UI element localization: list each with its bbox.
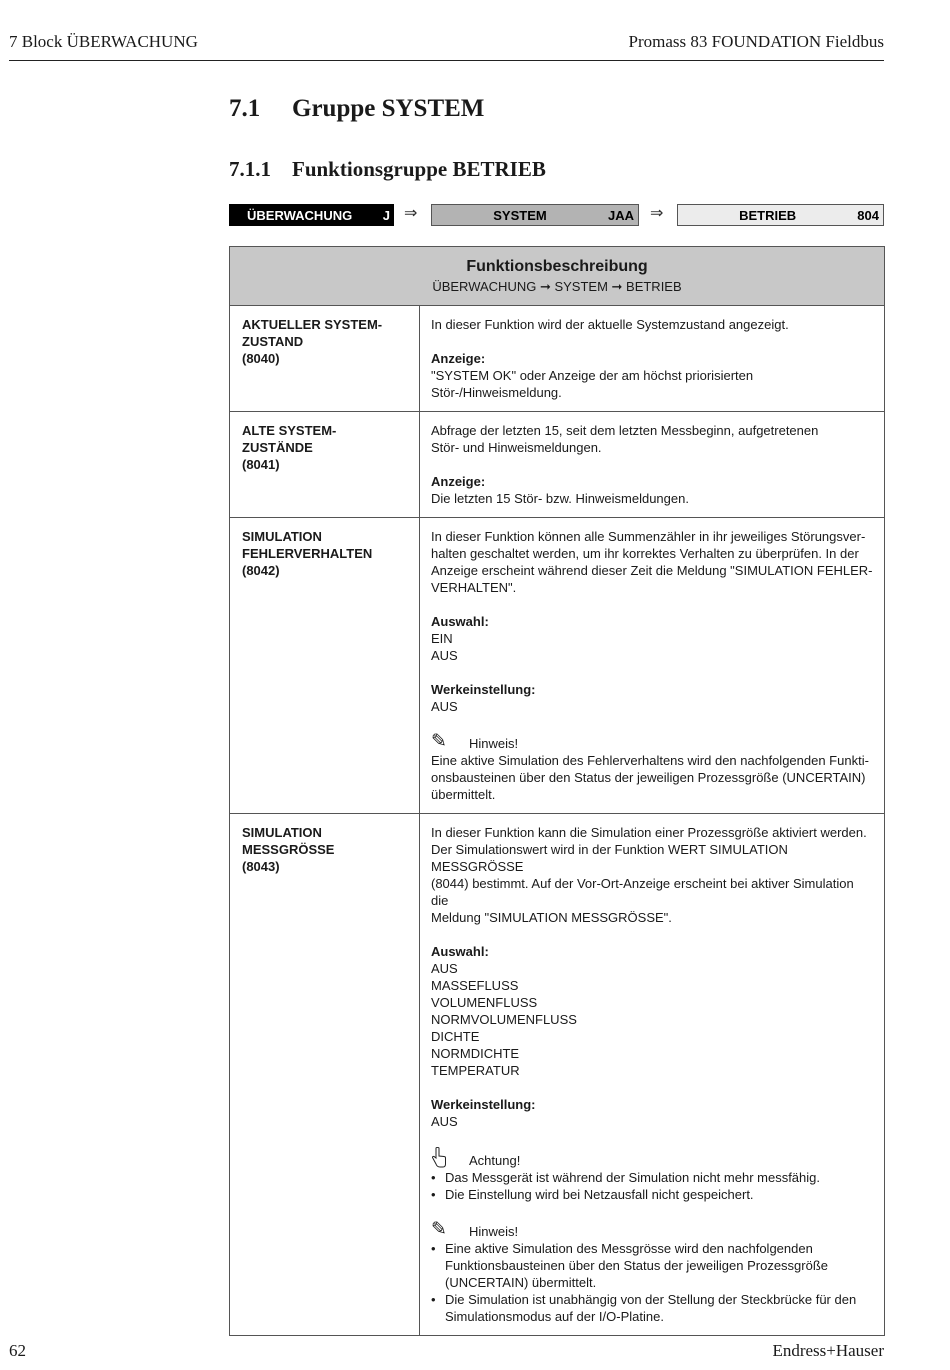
hinweis-bullet-line: • Eine aktive Simulation des Messgrösse wird den nachfolgenden [431,1240,874,1257]
option-item: EIN [431,631,453,646]
option-item: NORMDICHTE [431,1046,520,1061]
description-line: Abfrage der letzten 15, seit dem letzten Messbeginn, aufgetretenen [431,423,819,438]
pencil-icon: ✎ [431,1219,447,1240]
werkeinstellung-label: Werkeinstellung: [431,682,536,697]
function-code: (8041) [242,457,280,472]
function-name-line: SIMULATION [242,529,322,544]
function-description [420,518,885,814]
nav-group-label: SYSTEM [493,207,547,223]
description-line: Anzeige erscheint während dieser Zeit die Meldung "SIMULATION FEHLER- [431,563,873,578]
section-number: 7.1 [229,95,261,122]
werkeinstellung-value: AUS [431,699,458,714]
hinweis-bullet [431,1291,874,1325]
option-item: VOLUMENFLUSS [431,995,538,1010]
hinweis-bullet [431,1240,874,1291]
nav-group-box [431,204,639,226]
function-name-line: ALTE SYSTEM- [242,423,337,438]
auswahl-label: Auswahl: [431,944,489,959]
running-header-product: Promass 83 FOUNDATION Fieldbus [628,32,884,51]
achtung-header [431,1147,874,1169]
nav-funcgroup-code: 804 [857,207,879,223]
hinweis-bullet-line: • Die Simulation ist unabhängig von der Stellung der Steckbrücke für den [431,1291,874,1308]
description-line: (8044) bestimmt. Auf der Vor-Ort-Anzeige erscheint bei aktiver Simulation die [431,876,854,908]
werkeinstellung-label: Werkeinstellung: [431,1097,536,1112]
function-description [420,306,885,412]
achtung-label: Achtung! [469,1153,521,1168]
nav-arrow-icon: ⇒ [404,205,418,222]
description-line: VERHALTEN". [431,580,517,595]
option-item: AUS [431,648,458,663]
description-line: halten geschaltet werden, um ihr korrektes Verhalten zu überprüfen. In der [431,546,859,561]
option-item: NORMVOLUMENFLUSS [431,1012,577,1027]
function-description [420,814,885,1336]
hinweis-line: übermittelt. [431,787,496,802]
option-item: TEMPERATUR [431,1063,520,1078]
achtung-bullet: • Die Einstellung wird bei Netzausfall nicht gespeichert. [431,1186,874,1203]
function-name-line: SIMULATION [242,825,322,840]
page-number: 62 [9,1341,26,1360]
subsection-heading [229,157,546,182]
table-header-row [230,247,885,306]
brand-logo-text: Endress+Hauser [772,1341,884,1360]
anzeige-line: "SYSTEM OK" oder Anzeige der am höchst priorisierten [431,368,754,383]
hinweis-label: Hinweis! [469,1224,519,1239]
hinweis-bullet-line: (UNCERTAIN) übermittelt. [445,1275,597,1290]
table-row [230,518,885,814]
achtung-bullet: • Das Messgerät ist während der Simulation nicht mehr messfähig. [431,1169,874,1186]
nav-funcgroup-label: BETRIEB [739,207,797,223]
hinweis-line: onsbausteinen über den Status der jeweiligen Prozessgröße (UNCERTAIN) [431,770,866,785]
function-name-line: ZUSTAND [242,334,304,349]
function-table [229,246,885,1336]
function-name-line: ZUSTÄNDE [242,440,313,455]
subsection-title: Funktionsgruppe BETRIEB [292,157,546,181]
function-name [230,814,420,1336]
header-rule [9,60,884,61]
function-code: (8042) [242,563,280,578]
nav-block-label: ÜBERWACHUNG [247,207,353,223]
anzeige-line: Stör-/Hinweismeldung. [431,385,562,400]
table-title: Funktionsbeschreibung [466,258,648,275]
hinweis-bullet-line: Funktionsbausteinen über den Status der jeweiligen Prozessgröße [445,1258,829,1273]
auswahl-label: Auswahl: [431,614,489,629]
option-item: DICHTE [431,1029,480,1044]
option-item: MASSEFLUSS [431,978,519,993]
nav-group-code: JAA [607,207,634,223]
section-heading [229,95,484,123]
anzeige-label: Anzeige: [431,474,486,489]
function-code: (8043) [242,859,280,874]
description-line: In dieser Funktion wird der aktuelle Systemzustand angezeigt. [431,317,789,332]
function-name-line: AKTUELLER SYSTEM- [242,317,383,332]
description-line: Meldung "SIMULATION MESSGRÖSSE". [431,910,672,925]
nav-block-box [229,204,394,226]
anzeige-label: Anzeige: [431,351,486,366]
description-line: Stör- und Hinweismeldungen. [431,440,602,455]
function-code: (8040) [242,351,280,366]
hinweis-header [431,732,874,752]
description-line: Der Simulationswert wird in der Funktion WERT SIMULATION MESSGRÖSSE [431,842,788,874]
subsection-number: 7.1.1 [229,157,271,181]
nav-funcgroup-box [677,204,884,226]
table-header [230,247,885,306]
anzeige-line: Die letzten 15 Stör- bzw. Hinweismeldungen. [431,491,689,506]
pointing-hand-icon [431,1147,469,1169]
table-row [230,412,885,518]
function-name [230,412,420,518]
function-name-line: MESSGRÖSSE [242,842,335,857]
table-path: ÜBERWACHUNG ➞ SYSTEM ➞ BETRIEB [432,279,682,294]
hinweis-line: Eine aktive Simulation des Fehlerverhaltens wird den nachfolgenden Funkti- [431,753,869,768]
nav-block-code: J [382,207,390,223]
function-name [230,518,420,814]
werkeinstellung-value: AUS [431,1114,458,1129]
option-item: AUS [431,961,458,976]
description-line: In dieser Funktion können alle Summenzähler in ihr jeweiliges Störungsver- [431,529,866,544]
nav-arrow-icon: ⇒ [650,205,664,222]
table-row [230,306,885,412]
section-title: Gruppe SYSTEM [292,95,485,122]
pencil-icon: ✎ [431,731,447,752]
running-header-chapter: 7 Block ÜBERWACHUNG [9,32,198,51]
function-name-line: FEHLERVERHALTEN [242,546,373,561]
function-description [420,412,885,518]
hinweis-label: Hinweis! [469,736,519,751]
function-name [230,306,420,412]
hinweis-bullet-line: Simulationsmodus auf der I/O-Platine. [445,1309,664,1324]
description-line: In dieser Funktion kann die Simulation einer Prozessgröße aktiviert werden. [431,825,867,840]
table-row [230,814,885,1336]
hinweis-header [431,1220,874,1240]
